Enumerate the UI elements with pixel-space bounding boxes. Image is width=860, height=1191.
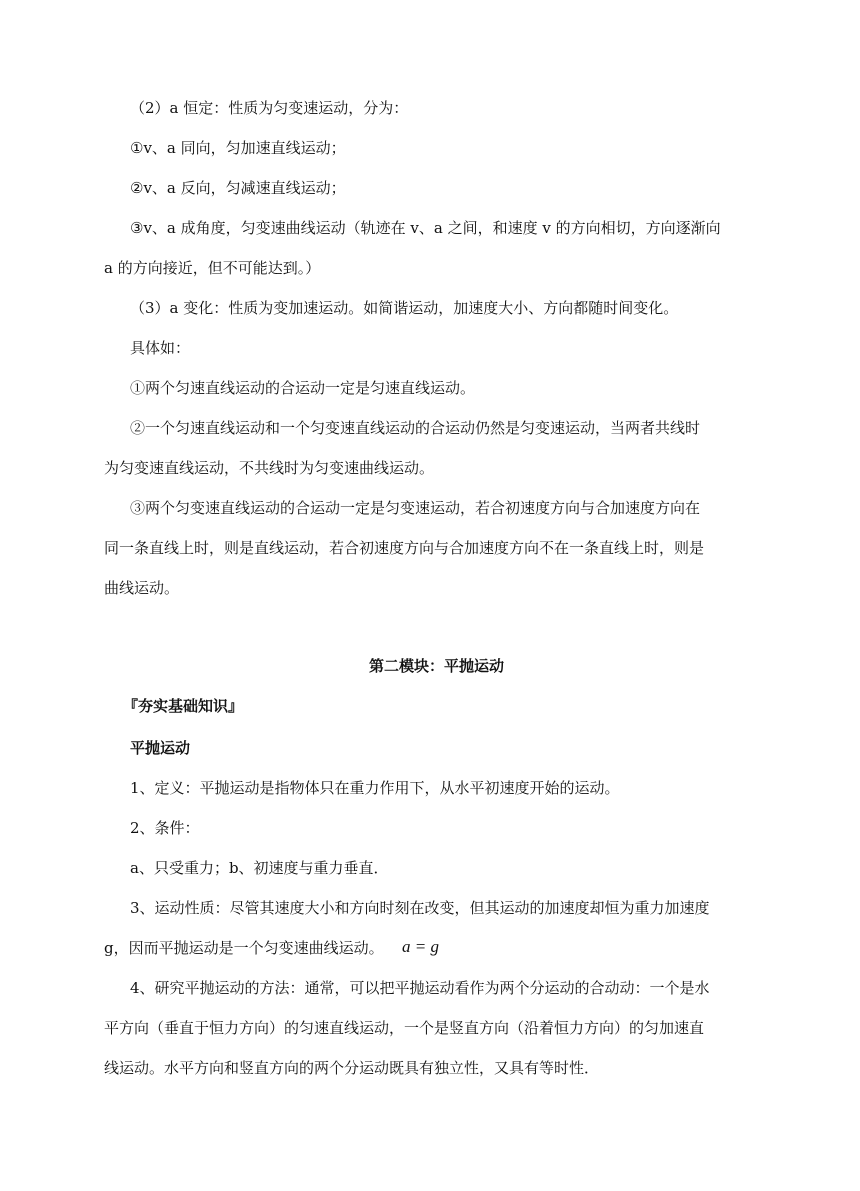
text-line: 平方向（垂直于恒力方向）的匀速直线运动，一个是竖直方向（沿着恒力方向）的匀加速直 <box>104 1019 705 1037</box>
text-line: a、只受重力；b、初速度与重力垂直． <box>130 859 389 877</box>
text-line: 同一条直线上时，则是直线运动，若合初速度方向与合加速度方向不在一条直线上时，则是 <box>104 539 705 557</box>
text-line: （2）a 恒定：性质为匀变速运动，分为： <box>130 99 409 117</box>
module-title: 第二模块：平抛运动 <box>369 657 505 675</box>
text-line: 线运动。水平方向和竖直方向的两个分运动既具有独立性，又具有等时性． <box>104 1059 600 1077</box>
text-line: a 的方向接近，但不可能达到。） <box>104 259 321 277</box>
text-line: g，因而平抛运动是一个匀变速曲线运动。 <box>104 939 384 957</box>
text-line: 4、研究平抛运动的方法：通常，可以把平抛运动看作为两个分运动的合动动：一个是水 <box>130 979 710 997</box>
subsection-title: 平抛运动 <box>130 739 191 757</box>
text-line: 1、定义：平抛运动是指物体只在重力作用下，从水平初速度开始的运动。 <box>130 779 620 797</box>
text-line: ①两个匀速直线运动的合运动一定是匀速直线运动。 <box>130 379 476 397</box>
text-line: 3、运动性质：尽管其速度大小和方向时刻在改变，但其运动的加速度却恒为重力加速度 <box>130 899 710 917</box>
text-line: 曲线运动。 <box>104 579 180 597</box>
text-line: ③两个匀变速直线运动的合运动一定是匀变速运动，若合初速度方向与合加速度方向在 <box>130 499 701 517</box>
text-line: 2、条件： <box>130 819 200 837</box>
text-line: ①v、a 同向，匀加速直线运动； <box>130 139 346 157</box>
text-line: （3）a 变化：性质为变加速运动。如简谐运动，加速度大小、方向都随时间变化。 <box>130 299 679 317</box>
section-header: 『夯实基础知识』 <box>123 697 244 715</box>
text-line: ②一个匀速直线运动和一个匀变速直线运动的合运动仍然是匀变速运动，当两者共线时 <box>130 419 701 437</box>
formula: a = g <box>402 937 439 956</box>
text-line: ②v、a 反向，匀减速直线运动； <box>130 179 346 197</box>
text-line: 为匀变速直线运动，不共线时为匀变速曲线运动。 <box>104 459 435 477</box>
text-line: ③v、a 成角度，匀变速曲线运动（轨迹在 v、a 之间，和速度 v 的方向相切，方向逐渐向 <box>130 219 721 237</box>
text-line: 具体如： <box>130 339 191 357</box>
